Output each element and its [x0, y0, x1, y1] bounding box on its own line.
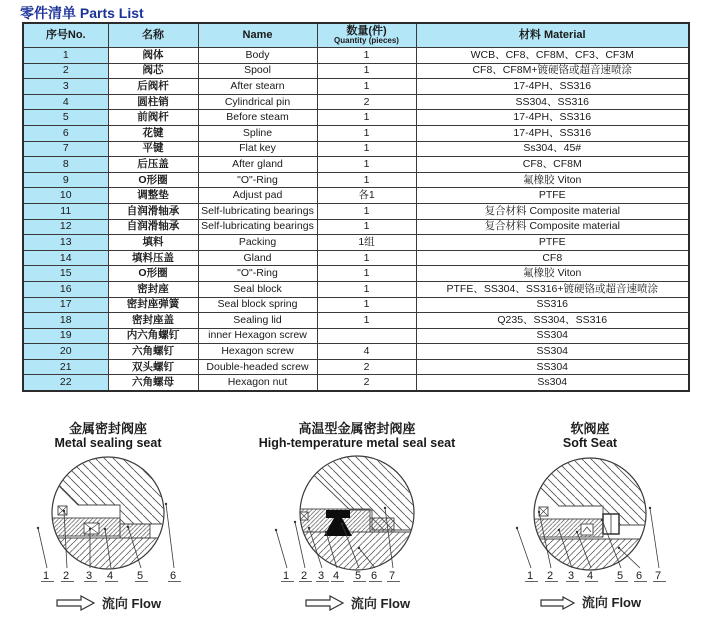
- part-number-label: 6: [170, 570, 177, 582]
- table-cell: 9: [23, 172, 108, 188]
- leader-line: [517, 528, 531, 568]
- table-cell: SS304: [416, 359, 689, 375]
- table-cell: 1: [317, 157, 416, 173]
- table-cell: Self-lubricating bearings: [198, 203, 317, 219]
- table-cell: 圆柱销: [108, 94, 198, 110]
- diagram-title-en: Metal sealing seat: [54, 436, 162, 450]
- leader-dot: [104, 528, 106, 530]
- part-number-label: 6: [636, 570, 643, 582]
- table-cell: 1: [317, 63, 416, 79]
- leader-dot: [275, 529, 277, 531]
- table-cell: Sealing lid: [198, 313, 317, 329]
- table-cell: O形圈: [108, 266, 198, 282]
- flow-arrow-icon: [55, 594, 97, 612]
- table-cell: 复合材料 Composite material: [416, 219, 689, 235]
- table-cell: Cylindrical pin: [198, 94, 317, 110]
- table-cell: 后压盖: [108, 157, 198, 173]
- part-number-label: 1: [283, 570, 290, 582]
- part-number-label: 5: [617, 570, 624, 582]
- header-qty-en: Quantity (pieces): [334, 36, 399, 46]
- table-cell: Hexagon nut: [198, 375, 317, 391]
- table-cell: 7: [23, 141, 108, 157]
- leader-line: [650, 508, 659, 568]
- table-cell: Self-lubricating bearings: [198, 219, 317, 235]
- table-cell: 2: [317, 375, 416, 391]
- flow-indicator: [252, 592, 462, 612]
- table-row: [23, 203, 689, 219]
- part-number-label: 5: [137, 570, 144, 582]
- table-cell: 4: [317, 344, 416, 360]
- flow-indicator: [485, 592, 695, 611]
- table-cell: Q235、SS304、SS316: [416, 313, 689, 329]
- leader-dot: [37, 527, 39, 529]
- table-cell: 1: [317, 79, 416, 95]
- leader-line: [38, 528, 47, 568]
- table-cell: Ss304、45#: [416, 141, 689, 157]
- header-qty-cn: 数量(件): [346, 24, 387, 37]
- header-material: 材料 Material: [416, 23, 689, 48]
- table-cell: 11: [23, 203, 108, 219]
- table-cell: 4: [23, 94, 108, 110]
- header-name-en: Name: [198, 23, 317, 48]
- table-row: [23, 266, 689, 282]
- table-cell: 1: [317, 219, 416, 235]
- part-number-label: 4: [333, 570, 340, 582]
- table-row: [23, 125, 689, 141]
- leader-line: [276, 530, 287, 568]
- table-cell: Adjust pad: [198, 188, 317, 204]
- seal-ring-detail: [581, 524, 593, 535]
- page-title: 零件清单 Parts List: [20, 5, 144, 21]
- parts-table: [22, 22, 690, 392]
- part-number-label: 1: [43, 570, 50, 582]
- table-cell: 8: [23, 157, 108, 173]
- seal-seat-section: [370, 518, 394, 532]
- table-cell: 21: [23, 359, 108, 375]
- leader-dot: [538, 511, 540, 513]
- table-cell: 1: [317, 313, 416, 329]
- body-section: [507, 506, 680, 574]
- diagram-metal-sealing-seat: [8, 421, 208, 612]
- table-cell: 17: [23, 297, 108, 313]
- leader-dot: [294, 521, 296, 523]
- table-row: [23, 359, 689, 375]
- table-cell: CF8: [416, 250, 689, 266]
- table-cell: "O"-Ring: [198, 172, 317, 188]
- table-row: [23, 110, 689, 126]
- leader-dot: [558, 529, 560, 531]
- table-cell: 14: [23, 250, 108, 266]
- table-cell: Before steam: [198, 110, 317, 126]
- table-cell: 前阀杆: [108, 110, 198, 126]
- table-cell: 1: [317, 281, 416, 297]
- table-cell: 1: [317, 125, 416, 141]
- table-row: [23, 235, 689, 251]
- header-qty: [317, 23, 416, 48]
- table-cell: 氟橡胶 Viton: [416, 266, 689, 282]
- table-cell: PTFE: [416, 235, 689, 251]
- part-number-label: 5: [355, 570, 362, 582]
- table-cell: 17-4PH、SS316: [416, 125, 689, 141]
- header-name-cn: 名称: [108, 23, 198, 48]
- table-cell: 16: [23, 281, 108, 297]
- leader-dot: [127, 526, 129, 528]
- seal-seat-section: [120, 524, 150, 538]
- table-cell: 六角螺钉: [108, 344, 198, 360]
- table-cell: 1: [317, 48, 416, 64]
- leader-dot: [618, 547, 620, 549]
- table-row: [23, 313, 689, 329]
- table-cell: PTFE、SS304、SS316+镀硬铬或超音速喷涂: [416, 281, 689, 297]
- table-cell: SS304、SS316: [416, 94, 689, 110]
- table-cell: 各1: [317, 188, 416, 204]
- table-cell: PTFE: [416, 188, 689, 204]
- table-cell: Flat key: [198, 141, 317, 157]
- table-cell: 自润滑轴承: [108, 219, 198, 235]
- diagram-title-en: Soft Seat: [562, 436, 618, 450]
- leader-dot: [308, 527, 310, 529]
- table-cell: 6: [23, 125, 108, 141]
- table-cell: SS304: [416, 328, 689, 344]
- table-cell: Ss304: [416, 375, 689, 391]
- flow-arrow-icon: [539, 595, 577, 611]
- table-cell: 1: [317, 203, 416, 219]
- table-cell: After gland: [198, 157, 317, 173]
- diagram-title-cn: 高温型金属密封阀座: [298, 421, 416, 436]
- table-cell: 3: [23, 79, 108, 95]
- leader-dot: [649, 507, 651, 509]
- table-cell: 19: [23, 328, 108, 344]
- table-cell: 13: [23, 235, 108, 251]
- table-row: [23, 344, 689, 360]
- table-cell: 填料压盖: [108, 250, 198, 266]
- table-cell: After stearn: [198, 79, 317, 95]
- leader-dot: [516, 527, 518, 529]
- table-cell: 阀体: [108, 48, 198, 64]
- table-cell: 花键: [108, 125, 198, 141]
- leader-dot: [576, 531, 578, 533]
- flow-label: 流向 Flow: [350, 595, 411, 611]
- table-row: [23, 297, 689, 313]
- table-row: [23, 219, 689, 235]
- table-cell: 阀芯: [108, 63, 198, 79]
- table-cell: 1: [317, 297, 416, 313]
- table-cell: 内六角螺钉: [108, 328, 198, 344]
- table-cell: 1: [317, 172, 416, 188]
- diagram-title-cn: 软阀座: [570, 421, 610, 436]
- leader-dot: [341, 523, 343, 525]
- part-number-label: 1: [527, 570, 534, 582]
- table-cell: Seal block spring: [198, 297, 317, 313]
- table-row: [23, 79, 689, 95]
- table-cell: 密封座: [108, 281, 198, 297]
- table-cell: 调整垫: [108, 188, 198, 204]
- diagram-title-cn: 金属密封阀座: [68, 421, 147, 436]
- table-cell: 密封座弹簧: [108, 297, 198, 313]
- table-cell: 1: [317, 141, 416, 157]
- table-cell: 六角螺母: [108, 375, 198, 391]
- part-number-label: 3: [568, 570, 575, 582]
- table-row: [23, 281, 689, 297]
- table-cell: 2: [23, 63, 108, 79]
- table-row: [23, 328, 689, 344]
- table-cell: 10: [23, 188, 108, 204]
- table-cell: 平键: [108, 141, 198, 157]
- table-row: [23, 188, 689, 204]
- table-cell: 5: [23, 110, 108, 126]
- seat-section-drawing: [485, 452, 695, 586]
- part-number-label: 4: [587, 570, 594, 582]
- table-cell: WCB、CF8、CF8M、CF3、CF3M: [416, 48, 689, 64]
- table-row: [23, 375, 689, 391]
- table-cell: 1: [317, 110, 416, 126]
- table-cell: 氟橡胶 Viton: [416, 172, 689, 188]
- table-cell: 1: [23, 48, 108, 64]
- table-cell: 1: [317, 250, 416, 266]
- diagram-soft-seat: [485, 421, 695, 611]
- table-cell: 后阀杆: [108, 79, 198, 95]
- leader-dot: [89, 528, 91, 530]
- table-cell: Seal block: [198, 281, 317, 297]
- table-cell: SS316: [416, 297, 689, 313]
- leader-dot: [601, 519, 603, 521]
- table-cell: O形圈: [108, 172, 198, 188]
- diagram-high-temp-metal-seal-seat: [252, 421, 462, 612]
- leader-dot: [358, 547, 360, 549]
- table-row: [23, 94, 689, 110]
- part-number-label: 2: [301, 570, 308, 582]
- part-number-label: 2: [63, 570, 70, 582]
- table-cell: 15: [23, 266, 108, 282]
- table-cell: 密封座盖: [108, 313, 198, 329]
- table-cell: inner Hexagon screw: [198, 328, 317, 344]
- diagram-title-en: High-temperature metal seal seat: [258, 436, 456, 450]
- part-number-label: 3: [86, 570, 93, 582]
- table-row: [23, 48, 689, 64]
- table-header: [23, 23, 689, 48]
- table-cell: 20: [23, 344, 108, 360]
- table-cell: 12: [23, 219, 108, 235]
- flow-arrow-icon: [304, 594, 346, 612]
- table-cell: 1: [317, 266, 416, 282]
- leader-dot: [165, 503, 167, 505]
- part-number-label: 3: [318, 570, 325, 582]
- table-row: [23, 63, 689, 79]
- flow-label: 流向 Flow: [581, 595, 642, 610]
- part-number-label: 7: [655, 570, 662, 582]
- leader-dot: [325, 531, 327, 533]
- bore-edge: [272, 497, 294, 532]
- part-number-label: 2: [547, 570, 554, 582]
- flow-indicator: [8, 592, 208, 612]
- table-cell: 双头螺钉: [108, 359, 198, 375]
- table-row: [23, 172, 689, 188]
- table-row: [23, 157, 689, 173]
- seat-section-drawing: [8, 452, 208, 586]
- table-cell: [317, 328, 416, 344]
- table-cell: Double-headed screw: [198, 359, 317, 375]
- part-number-label: 7: [389, 570, 396, 582]
- table-row: [23, 141, 689, 157]
- ball-section: [52, 454, 198, 524]
- part-number-label: 6: [371, 570, 378, 582]
- table-cell: 1组: [317, 235, 416, 251]
- table-cell: Hexagon screw: [198, 344, 317, 360]
- table-cell: 17-4PH、SS316: [416, 110, 689, 126]
- table-body: [23, 48, 689, 392]
- table-cell: 22: [23, 375, 108, 391]
- leader-line: [166, 504, 174, 568]
- seat-section-drawing: [252, 452, 462, 586]
- table-cell: CF8、CF8M+镀硬铬或超音速喷涂: [416, 63, 689, 79]
- table-cell: Spool: [198, 63, 317, 79]
- table-cell: Body: [198, 48, 317, 64]
- part-number-label: 4: [107, 570, 114, 582]
- table-cell: 复合材料 Composite material: [416, 203, 689, 219]
- table-cell: SS304: [416, 344, 689, 360]
- table-cell: Gland: [198, 250, 317, 266]
- table-cell: 2: [317, 359, 416, 375]
- table-cell: 填料: [108, 235, 198, 251]
- table-row: [23, 250, 689, 266]
- table-cell: CF8、CF8M: [416, 157, 689, 173]
- table-cell: 自润滑轴承: [108, 203, 198, 219]
- leader-dot: [384, 507, 386, 509]
- table-cell: 18: [23, 313, 108, 329]
- table-cell: 2: [317, 94, 416, 110]
- table-cell: 17-4PH、SS316: [416, 79, 689, 95]
- flow-label: 流向 Flow: [101, 595, 162, 611]
- leader-dot: [63, 510, 65, 512]
- table-cell: Spline: [198, 125, 317, 141]
- header-no: 序号No.: [23, 23, 108, 48]
- table-cell: "O"-Ring: [198, 266, 317, 282]
- table-cell: Packing: [198, 235, 317, 251]
